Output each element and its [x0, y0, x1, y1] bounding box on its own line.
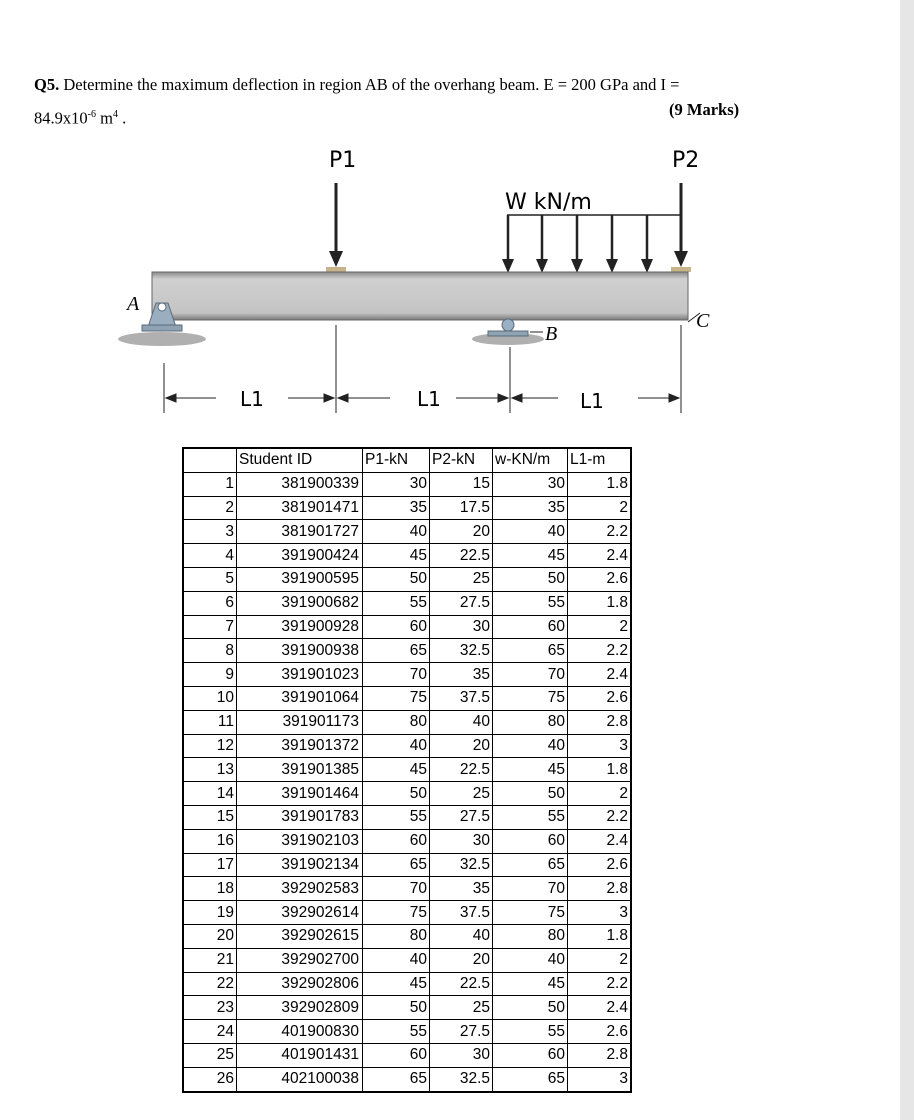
cell-row-index: 8 [183, 639, 237, 663]
cell-p2-value: 15 [430, 472, 493, 496]
cell-l1-value: 3 [568, 1067, 632, 1091]
cell-student-id: 381901471 [237, 496, 363, 520]
cell-p1-value: 55 [363, 805, 430, 829]
cell-student-id: 391900938 [237, 639, 363, 663]
cell-p1-value: 60 [363, 1043, 430, 1067]
cell-row-index: 23 [183, 996, 237, 1020]
cell-p2-value: 32.5 [430, 1067, 493, 1091]
cell-row-index: 17 [183, 853, 237, 877]
cell-p2-value: 27.5 [430, 591, 493, 615]
question-number: Q5. [34, 75, 60, 94]
cell-p1-value: 55 [363, 1020, 430, 1044]
cell-w-value: 65 [493, 639, 568, 663]
cell-p1-value: 80 [363, 710, 430, 734]
header-l1: L1-m [568, 448, 632, 472]
cell-p1-value: 50 [363, 567, 430, 591]
inertia-unit-exponent: 4 [112, 109, 118, 120]
cell-p2-value: 27.5 [430, 1020, 493, 1044]
table-row [183, 1020, 631, 1044]
cell-l1-value: 2 [568, 615, 632, 639]
cell-l1-value: 2.8 [568, 877, 632, 901]
cell-p2-value: 32.5 [430, 639, 493, 663]
cell-p1-value: 70 [363, 877, 430, 901]
cell-p2-value: 20 [430, 948, 493, 972]
cell-w-value: 40 [493, 734, 568, 758]
cell-row-index: 12 [183, 734, 237, 758]
cell-student-id: 392902615 [237, 924, 363, 948]
cell-w-value: 50 [493, 782, 568, 806]
cell-w-value: 45 [493, 544, 568, 568]
load-p1-label: P1 [329, 148, 357, 173]
cell-student-id: 391902103 [237, 829, 363, 853]
table-row [183, 496, 631, 520]
cell-p1-value: 65 [363, 639, 430, 663]
cell-w-value: 45 [493, 758, 568, 782]
table-row [183, 1043, 631, 1067]
cell-p2-value: 37.5 [430, 901, 493, 925]
cell-p2-value: 25 [430, 567, 493, 591]
cell-l1-value: 2 [568, 496, 632, 520]
cell-l1-value: 2.2 [568, 639, 632, 663]
cell-student-id: 392902809 [237, 996, 363, 1020]
cell-w-value: 70 [493, 877, 568, 901]
cell-p2-value: 40 [430, 710, 493, 734]
table-row [183, 663, 631, 687]
cell-p2-value: 22.5 [430, 972, 493, 996]
cell-student-id: 381900339 [237, 472, 363, 496]
cell-student-id: 391901064 [237, 686, 363, 710]
cell-student-id: 391901385 [237, 758, 363, 782]
table-body [183, 472, 631, 1091]
cell-student-id: 391900424 [237, 544, 363, 568]
table-row [183, 520, 631, 544]
table-row [183, 758, 631, 782]
cell-student-id: 391900682 [237, 591, 363, 615]
cell-w-value: 50 [493, 567, 568, 591]
cell-p1-value: 35 [363, 496, 430, 520]
cell-row-index: 22 [183, 972, 237, 996]
cell-row-index: 19 [183, 901, 237, 925]
table-row [183, 877, 631, 901]
table-row [183, 710, 631, 734]
table-row [183, 615, 631, 639]
cell-w-value: 80 [493, 924, 568, 948]
cell-row-index: 1 [183, 472, 237, 496]
cell-student-id: 391901023 [237, 663, 363, 687]
cell-p1-value: 45 [363, 972, 430, 996]
cell-p1-value: 50 [363, 782, 430, 806]
cell-p1-value: 50 [363, 996, 430, 1020]
cell-p1-value: 65 [363, 853, 430, 877]
student-data-table [182, 447, 632, 1093]
cell-p2-value: 30 [430, 615, 493, 639]
cell-p1-value: 75 [363, 686, 430, 710]
cell-l1-value: 3 [568, 734, 632, 758]
cell-p1-value: 80 [363, 924, 430, 948]
support-b-label: B [545, 323, 558, 345]
cell-p1-value: 70 [363, 663, 430, 687]
cell-l1-value: 2.4 [568, 996, 632, 1020]
span-label-2: L1 [417, 387, 441, 411]
cell-l1-value: 2.4 [568, 829, 632, 853]
cell-student-id: 391900928 [237, 615, 363, 639]
cell-p2-value: 30 [430, 829, 493, 853]
inertia-exponent: -6 [87, 109, 96, 120]
span-label-3: L1 [580, 389, 604, 413]
cell-p2-value: 22.5 [430, 544, 493, 568]
cell-student-id: 391901783 [237, 805, 363, 829]
cell-l1-value: 2.6 [568, 853, 632, 877]
cell-row-index: 11 [183, 710, 237, 734]
cell-p1-value: 45 [363, 544, 430, 568]
cell-l1-value: 2.8 [568, 1043, 632, 1067]
table-row [183, 924, 631, 948]
cell-row-index: 25 [183, 1043, 237, 1067]
distributed-load-label: W kN/m [505, 190, 592, 215]
cell-l1-value: 2.2 [568, 972, 632, 996]
question-line1: Determine the maximum deflection in region AB of the overhang beam. E = 200 GPa and I = [63, 75, 680, 94]
support-a-label: A [127, 293, 140, 315]
table-row [183, 805, 631, 829]
cell-l1-value: 1.8 [568, 758, 632, 782]
cell-student-id: 392902700 [237, 948, 363, 972]
cell-p2-value: 20 [430, 520, 493, 544]
cell-w-value: 55 [493, 805, 568, 829]
cell-p1-value: 30 [363, 472, 430, 496]
cell-row-index: 20 [183, 924, 237, 948]
distributed-load-arrows [502, 215, 681, 273]
cell-row-index: 2 [183, 496, 237, 520]
cell-row-index: 16 [183, 829, 237, 853]
cell-l1-value: 2 [568, 948, 632, 972]
load-p2-label: P2 [672, 148, 700, 173]
cell-student-id: 392902583 [237, 877, 363, 901]
cell-row-index: 4 [183, 544, 237, 568]
cell-w-value: 35 [493, 496, 568, 520]
cell-l1-value: 3 [568, 901, 632, 925]
header-student-id: Student ID [237, 448, 363, 472]
question-line2-end: . [117, 108, 127, 128]
table-row [183, 948, 631, 972]
beam-diagram [110, 135, 720, 425]
cell-p1-value: 60 [363, 829, 430, 853]
table-row [183, 782, 631, 806]
cell-student-id: 391901464 [237, 782, 363, 806]
span-label-1: L1 [240, 387, 264, 411]
cell-l1-value: 1.8 [568, 924, 632, 948]
table-header-row [183, 448, 631, 472]
cell-p2-value: 25 [430, 782, 493, 806]
cell-w-value: 30 [493, 472, 568, 496]
table-row [183, 1067, 631, 1091]
cell-p2-value: 25 [430, 996, 493, 1020]
cell-p2-value: 22.5 [430, 758, 493, 782]
table-row [183, 972, 631, 996]
header-p1: P1-kN [363, 448, 430, 472]
cell-student-id: 392902614 [237, 901, 363, 925]
cell-p2-value: 20 [430, 734, 493, 758]
cell-student-id: 381901727 [237, 520, 363, 544]
cell-w-value: 40 [493, 948, 568, 972]
cell-l1-value: 2.6 [568, 686, 632, 710]
cell-student-id: 401900830 [237, 1020, 363, 1044]
table-row [183, 996, 631, 1020]
cell-p2-value: 32.5 [430, 853, 493, 877]
cell-p2-value: 35 [430, 877, 493, 901]
cell-p2-value: 30 [430, 1043, 493, 1067]
table-row [183, 901, 631, 925]
cell-l1-value: 1.8 [568, 591, 632, 615]
cell-w-value: 75 [493, 901, 568, 925]
cell-w-value: 80 [493, 710, 568, 734]
cell-l1-value: 2.6 [568, 567, 632, 591]
cell-student-id: 391902134 [237, 853, 363, 877]
cell-w-value: 50 [493, 996, 568, 1020]
load-p2-arrow [671, 183, 691, 272]
cell-w-value: 45 [493, 972, 568, 996]
load-p1-arrow [326, 183, 346, 272]
cell-p1-value: 60 [363, 615, 430, 639]
cell-p1-value: 65 [363, 1067, 430, 1091]
cell-w-value: 60 [493, 615, 568, 639]
header-index [183, 448, 237, 472]
cell-p2-value: 37.5 [430, 686, 493, 710]
table-row [183, 472, 631, 496]
beam [152, 272, 688, 320]
cell-p1-value: 40 [363, 734, 430, 758]
cell-row-index: 3 [183, 520, 237, 544]
scrollbar-track[interactable] [900, 0, 914, 1120]
cell-student-id: 392902806 [237, 972, 363, 996]
cell-row-index: 21 [183, 948, 237, 972]
cell-w-value: 55 [493, 591, 568, 615]
cell-p2-value: 17.5 [430, 496, 493, 520]
cell-l1-value: 2.2 [568, 805, 632, 829]
cell-student-id: 401901431 [237, 1043, 363, 1067]
cell-p1-value: 40 [363, 948, 430, 972]
cell-p2-value: 27.5 [430, 805, 493, 829]
header-w: w-KN/m [493, 448, 568, 472]
cell-student-id: 391900595 [237, 567, 363, 591]
header-p2: P2-kN [430, 448, 493, 472]
cell-p2-value: 40 [430, 924, 493, 948]
cell-w-value: 65 [493, 853, 568, 877]
cell-w-value: 40 [493, 520, 568, 544]
cell-l1-value: 2.6 [568, 1020, 632, 1044]
cell-row-index: 10 [183, 686, 237, 710]
question-text [34, 70, 754, 134]
cell-p1-value: 40 [363, 520, 430, 544]
table-row [183, 639, 631, 663]
cell-p1-value: 55 [363, 591, 430, 615]
cell-student-id: 391901372 [237, 734, 363, 758]
inertia-unit: m [95, 108, 113, 128]
marks-label: (9 Marks) [669, 100, 740, 119]
cell-student-id: 391901173 [237, 710, 363, 734]
cell-row-index: 9 [183, 663, 237, 687]
cell-row-index: 15 [183, 805, 237, 829]
cell-student-id: 402100038 [237, 1067, 363, 1091]
cell-l1-value: 2.4 [568, 663, 632, 687]
cell-l1-value: 2.8 [568, 710, 632, 734]
cell-row-index: 26 [183, 1067, 237, 1091]
table-row [183, 829, 631, 853]
table-row [183, 734, 631, 758]
cell-w-value: 70 [493, 663, 568, 687]
cell-l1-value: 2.2 [568, 520, 632, 544]
end-c-label: C [696, 310, 710, 332]
cell-w-value: 60 [493, 1043, 568, 1067]
cell-row-index: 5 [183, 567, 237, 591]
cell-row-index: 6 [183, 591, 237, 615]
cell-w-value: 65 [493, 1067, 568, 1091]
cell-row-index: 13 [183, 758, 237, 782]
inertia-value: 84.9x10 [34, 108, 88, 128]
table-row [183, 853, 631, 877]
cell-l1-value: 1.8 [568, 472, 632, 496]
cell-row-index: 18 [183, 877, 237, 901]
cell-l1-value: 2 [568, 782, 632, 806]
table-row [183, 686, 631, 710]
cell-row-index: 14 [183, 782, 237, 806]
cell-l1-value: 2.4 [568, 544, 632, 568]
table-row [183, 567, 631, 591]
cell-p1-value: 75 [363, 901, 430, 925]
cell-row-index: 7 [183, 615, 237, 639]
cell-w-value: 75 [493, 686, 568, 710]
cell-p2-value: 35 [430, 663, 493, 687]
cell-w-value: 55 [493, 1020, 568, 1044]
table-row [183, 591, 631, 615]
cell-p1-value: 45 [363, 758, 430, 782]
cell-w-value: 60 [493, 829, 568, 853]
cell-row-index: 24 [183, 1020, 237, 1044]
table-row [183, 544, 631, 568]
